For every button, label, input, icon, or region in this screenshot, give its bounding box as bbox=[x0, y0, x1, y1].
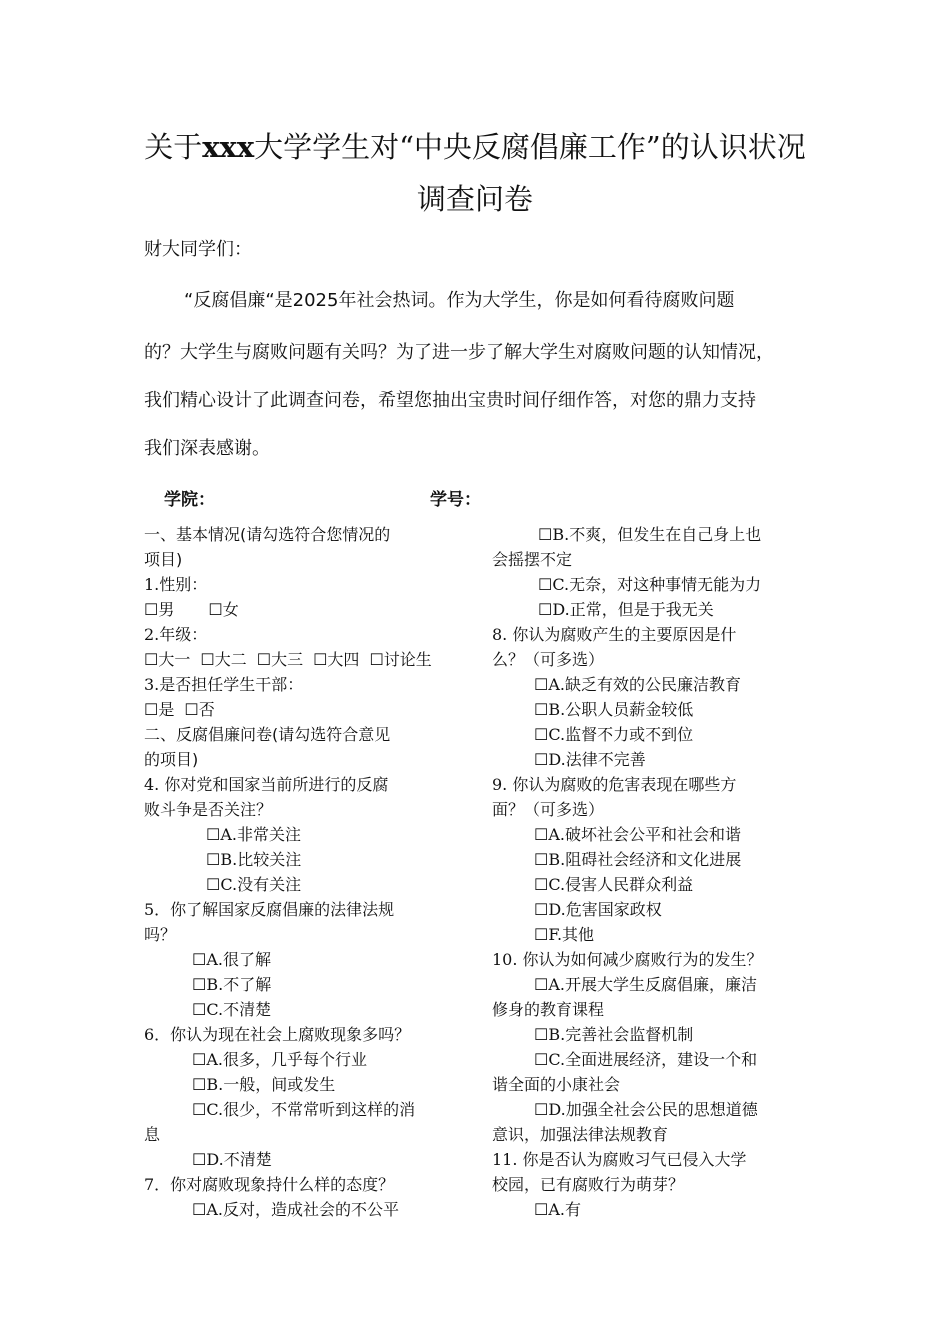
checkbox-option[interactable]: ☐A.破坏社会公平和社会和谐 bbox=[534, 825, 741, 844]
section-heading: 项目) bbox=[144, 550, 183, 569]
checkbox-option[interactable]: ☐B.完善社会监督机制 bbox=[534, 1025, 694, 1044]
section-heading: 一、基本情况(请勾选符合您情况的 bbox=[144, 525, 391, 544]
checkbox-option[interactable]: ☐D.加强全社会公民的思想道德 bbox=[534, 1100, 758, 1119]
checkbox-option[interactable]: ☐A.很多，几乎每个行业 bbox=[192, 1050, 367, 1069]
intro-line: 我们精心设计了此调查问卷，希望您抽出宝贵时间仔细作答，对您的鼎力支持 bbox=[144, 390, 756, 411]
greeting: 财大同学们： bbox=[144, 239, 252, 260]
page-title bbox=[120, 128, 830, 166]
option-continuation: 会摇摆不定 bbox=[492, 550, 573, 569]
checkbox-option-yes[interactable]: ☐是 bbox=[144, 700, 175, 719]
checkbox-option-grade3[interactable]: ☐大三 bbox=[256, 650, 304, 669]
question: 8. 你认为腐败产生的主要原因是什 bbox=[492, 625, 737, 644]
checkbox-option[interactable]: ☐F.其他 bbox=[534, 925, 595, 944]
option-continuation: 息 bbox=[144, 1125, 161, 1144]
checkbox-option[interactable]: ☐B.一般，间或发生 bbox=[192, 1075, 336, 1094]
checkbox-option[interactable]: ☐C.无奈，对这种事情无能为力 bbox=[538, 575, 762, 594]
college-field-label: 学院： bbox=[164, 490, 215, 510]
checkbox-option-grade2[interactable]: ☐大二 bbox=[200, 650, 247, 669]
question: 10. 你认为如何减少腐败行为的发生？ bbox=[492, 950, 763, 969]
option-continuation: 谐全面的小康社会 bbox=[492, 1075, 621, 1094]
checkbox-option[interactable]: ☐D.不清楚 bbox=[192, 1150, 272, 1169]
checkbox-option[interactable]: ☐D.法律不完善 bbox=[534, 750, 646, 769]
checkbox-option-grade4[interactable]: ☐大四 bbox=[313, 650, 360, 669]
question: 4. 你对党和国家当前所进行的反腐 bbox=[144, 775, 389, 794]
checkbox-option[interactable]: ☐A.很了解 bbox=[192, 950, 271, 969]
checkbox-option-male[interactable]: ☐男 bbox=[144, 600, 175, 619]
checkbox-option[interactable]: ☐D.危害国家政权 bbox=[534, 900, 662, 919]
question: 校园，已有腐败行为萌芽？ bbox=[492, 1175, 685, 1194]
option-continuation: 修身的教育课程 bbox=[492, 1000, 605, 1019]
option-row bbox=[144, 697, 474, 722]
checkbox-option[interactable]: ☐A.有 bbox=[534, 1200, 581, 1219]
checkbox-option[interactable]: ☐A.开展大学生反腐倡廉，廉洁 bbox=[534, 975, 757, 994]
intro-line: 的？大学生与腐败问题有关吗？为了进一步了解大学生对腐败问题的认知情况， bbox=[144, 342, 774, 363]
option-continuation: 意识，加强法律法规教育 bbox=[492, 1125, 669, 1144]
checkbox-option[interactable]: ☐B.不爽，但发生在自己身上也 bbox=[538, 525, 762, 544]
checkbox-option[interactable]: ☐B.公职人员薪金较低 bbox=[534, 700, 694, 719]
checkbox-option[interactable]: ☐C.很少，不常常听到这样的消 bbox=[192, 1100, 416, 1119]
title-part-bold: xxx bbox=[202, 130, 255, 164]
intro-line: 我们深表感谢。 bbox=[144, 438, 270, 459]
checkbox-option[interactable]: ☐C.全面进展经济，建设一个和 bbox=[534, 1050, 758, 1069]
checkbox-option[interactable]: ☐A.缺乏有效的公民廉洁教育 bbox=[534, 675, 741, 694]
checkbox-option-grade1[interactable]: ☐大一 bbox=[144, 650, 191, 669]
checkbox-option[interactable]: ☐A.反对，造成社会的不公平 bbox=[192, 1200, 399, 1219]
left-column bbox=[144, 522, 474, 1222]
checkbox-option[interactable]: ☐B.阻碍社会经济和文化进展 bbox=[534, 850, 742, 869]
checkbox-option[interactable]: ☐A.非常关注 bbox=[206, 825, 301, 844]
question: 败斗争是否关注？ bbox=[144, 800, 273, 819]
question: 5．你了解国家反腐倡廉的法律法规 bbox=[144, 900, 395, 919]
page-subtitle: 调查问卷 bbox=[416, 182, 533, 216]
question: 7．你对腐败现象持什么样的态度？ bbox=[144, 1175, 395, 1194]
question: 11. 你是否认为腐败习气已侵入大学 bbox=[492, 1150, 747, 1169]
checkbox-option-grade5[interactable]: ☐讨论生 bbox=[369, 650, 432, 669]
question: 么？（可多选） bbox=[492, 650, 605, 669]
question: 9. 你认为腐败的危害表现在哪些方 bbox=[492, 775, 737, 794]
checkbox-option[interactable]: ☐B.不了解 bbox=[192, 975, 272, 994]
student-id-field-label: 学号： bbox=[430, 490, 481, 510]
option-row bbox=[144, 597, 474, 622]
question: 6．你认为现在社会上腐败现象多吗？ bbox=[144, 1025, 411, 1044]
question: 3.是否担任学生干部： bbox=[144, 675, 304, 694]
checkbox-option-female[interactable]: ☐女 bbox=[208, 600, 239, 619]
checkbox-option[interactable]: ☐B.比较关注 bbox=[206, 850, 302, 869]
title-part: 大学学生对“中央反腐倡廉工作”的认识状况 bbox=[254, 130, 806, 164]
right-column bbox=[492, 522, 822, 1222]
question: 吗？ bbox=[144, 925, 177, 944]
question: 面？（可多选） bbox=[492, 800, 605, 819]
checkbox-option[interactable]: ☐C.侵害人民群众利益 bbox=[534, 875, 694, 894]
checkbox-option[interactable]: ☐C.不清楚 bbox=[192, 1000, 272, 1019]
section-heading: 的项目) bbox=[144, 750, 199, 769]
section-heading: 二、反腐倡廉问卷(请勾选符合意见 bbox=[144, 725, 391, 744]
option-row bbox=[144, 647, 474, 672]
checkbox-option[interactable]: ☐D.正常，但是于我无关 bbox=[538, 600, 714, 619]
question: 2.年级： bbox=[144, 625, 208, 644]
intro-line: “反腐倡廉“是2025年社会热词。作为大学生，你是如何看待腐败问题 bbox=[184, 290, 735, 311]
checkbox-option-no[interactable]: ☐否 bbox=[184, 700, 215, 719]
question: 1.性别： bbox=[144, 575, 208, 594]
checkbox-option[interactable]: ☐C.监督不力或不到位 bbox=[534, 725, 694, 744]
checkbox-option[interactable]: ☐C.没有关注 bbox=[206, 875, 302, 894]
title-part: 关于 bbox=[144, 130, 203, 164]
